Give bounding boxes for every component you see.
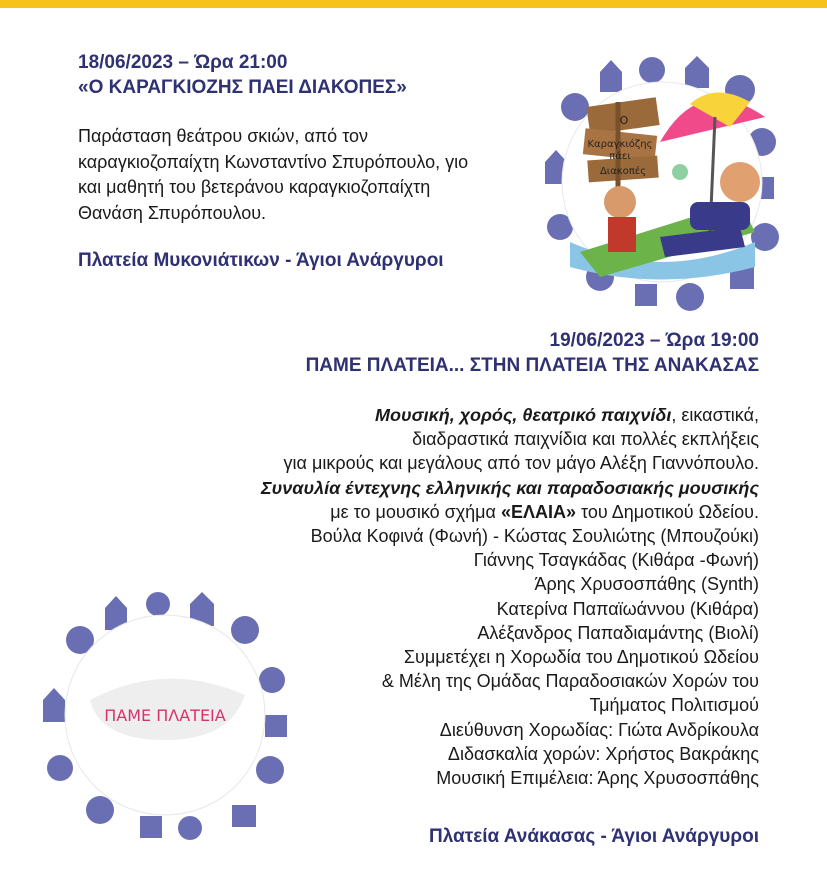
event2-line (159, 500, 759, 524)
credit-line: Γιάννης Τσαγκάδας (Κιθάρα -Φωνή) (473, 550, 759, 571)
event1-desc-line: καραγκιοζοπαίχτη Κωνσταντίνο Σπυρόπουλο, γιο (78, 151, 469, 172)
badge-title: ΠΑΜΕ ΠΛΑΤΕΙΑ (104, 706, 226, 725)
event1-desc-line: και μαθητή του βετεράνου καραγκιοζοπαίχτη (78, 177, 431, 197)
event1-location: Πλατεία Μυκονιάτικων - Άγιοι Ανάργυροι (78, 250, 444, 271)
credit-line: & Μέλη της Ομάδας Παραδοσιακών Χορών του (381, 671, 759, 692)
sign-line: Καραγκιόζης (587, 139, 653, 150)
event2-date-time: 19/06/2023 – Ώρα 19:00 (549, 330, 759, 351)
credit-line: Αλέξανδρος Παπαδιαμάντης (Βιολί) (477, 622, 759, 643)
event2-text: , εικαστικά, (671, 405, 759, 425)
credit-line: Διδασκαλία χορών: Χρήστος Βακράκης (447, 743, 759, 764)
event1-title: «Ο ΚΑΡΑΓΚΙΟΖΗΣ ΠΑΕΙ ΔΙΑΚΟΠΕΣ» (78, 77, 407, 98)
karagkiozis-badge-illustration (540, 52, 785, 314)
event2-text: του Δημοτικού Ωδείου. (576, 501, 759, 522)
event2-line: για μικρούς και μεγάλους από τον μάγο Αλέξη Γιαννόπουλο. (283, 453, 759, 474)
credit-line: Μουσική Επιμέλεια: Άρης Χρυσοσπάθης (436, 768, 759, 789)
event2-title: ΠΑΜΕ ΠΛΑΤΕΙΑ... ΣΤΗΝ ΠΛΑΤΕΙΑ ΤΗΣ ΑΝΑΚΑΣΑΣ (305, 355, 759, 376)
credit-line: Διεύθυνση Χορωδίας: Γιώτα Ανδρίκουλα (439, 719, 759, 740)
event2-location: Πλατεία Ανάκασας - Άγιοι Ανάργυροι (428, 826, 759, 847)
event2-text: με το μουσικό σχήμα (330, 501, 501, 522)
event2-line: διαδραστικά παιχνίδια και πολλές εκπλήξεις (412, 429, 759, 450)
event1-date-time: 18/06/2023 – Ώρα 21:00 (78, 52, 288, 73)
event1-desc-line: Θανάση Σπυρόπουλου. (78, 202, 267, 223)
sign-line: πάει (609, 151, 631, 162)
credit-line: Άρης Χρυσοσπάθης (Synth) (534, 574, 759, 595)
pame-plateia-badge (40, 590, 290, 840)
event1-desc-line: Παράσταση θεάτρου σκιών, από τον (78, 126, 369, 146)
sign-line: Ο (619, 114, 629, 127)
credit-line: Κατερίνα Παπαϊωάννου (Κιθάρα) (496, 598, 759, 619)
ensemble-name: «ΕΛΑΙΑ» (500, 501, 577, 522)
top-accent-bar (0, 0, 827, 8)
event2-heading (306, 328, 759, 378)
event2-highlight: Μουσική, χορός, θεατρικό παιχνίδι (375, 405, 672, 425)
event2-line (159, 403, 759, 427)
event1-heading (78, 50, 407, 100)
sign-line: Διακοπές (599, 166, 647, 177)
event2-concert-line: Συναυλία έντεχνης ελληνικής και παραδοσιακής μουσικής (261, 477, 759, 498)
credit-line: Τμήματος Πολιτισμού (589, 695, 759, 716)
credit-line: Βούλα Κοφινά (Φωνή) - Κώστας Σουλιώτης (Μπουζούκι) (310, 526, 759, 547)
credit-line: Συμμετέχει η Χορωδία του Δημοτικού Ωδείου (403, 647, 759, 668)
event1-description (78, 124, 548, 226)
